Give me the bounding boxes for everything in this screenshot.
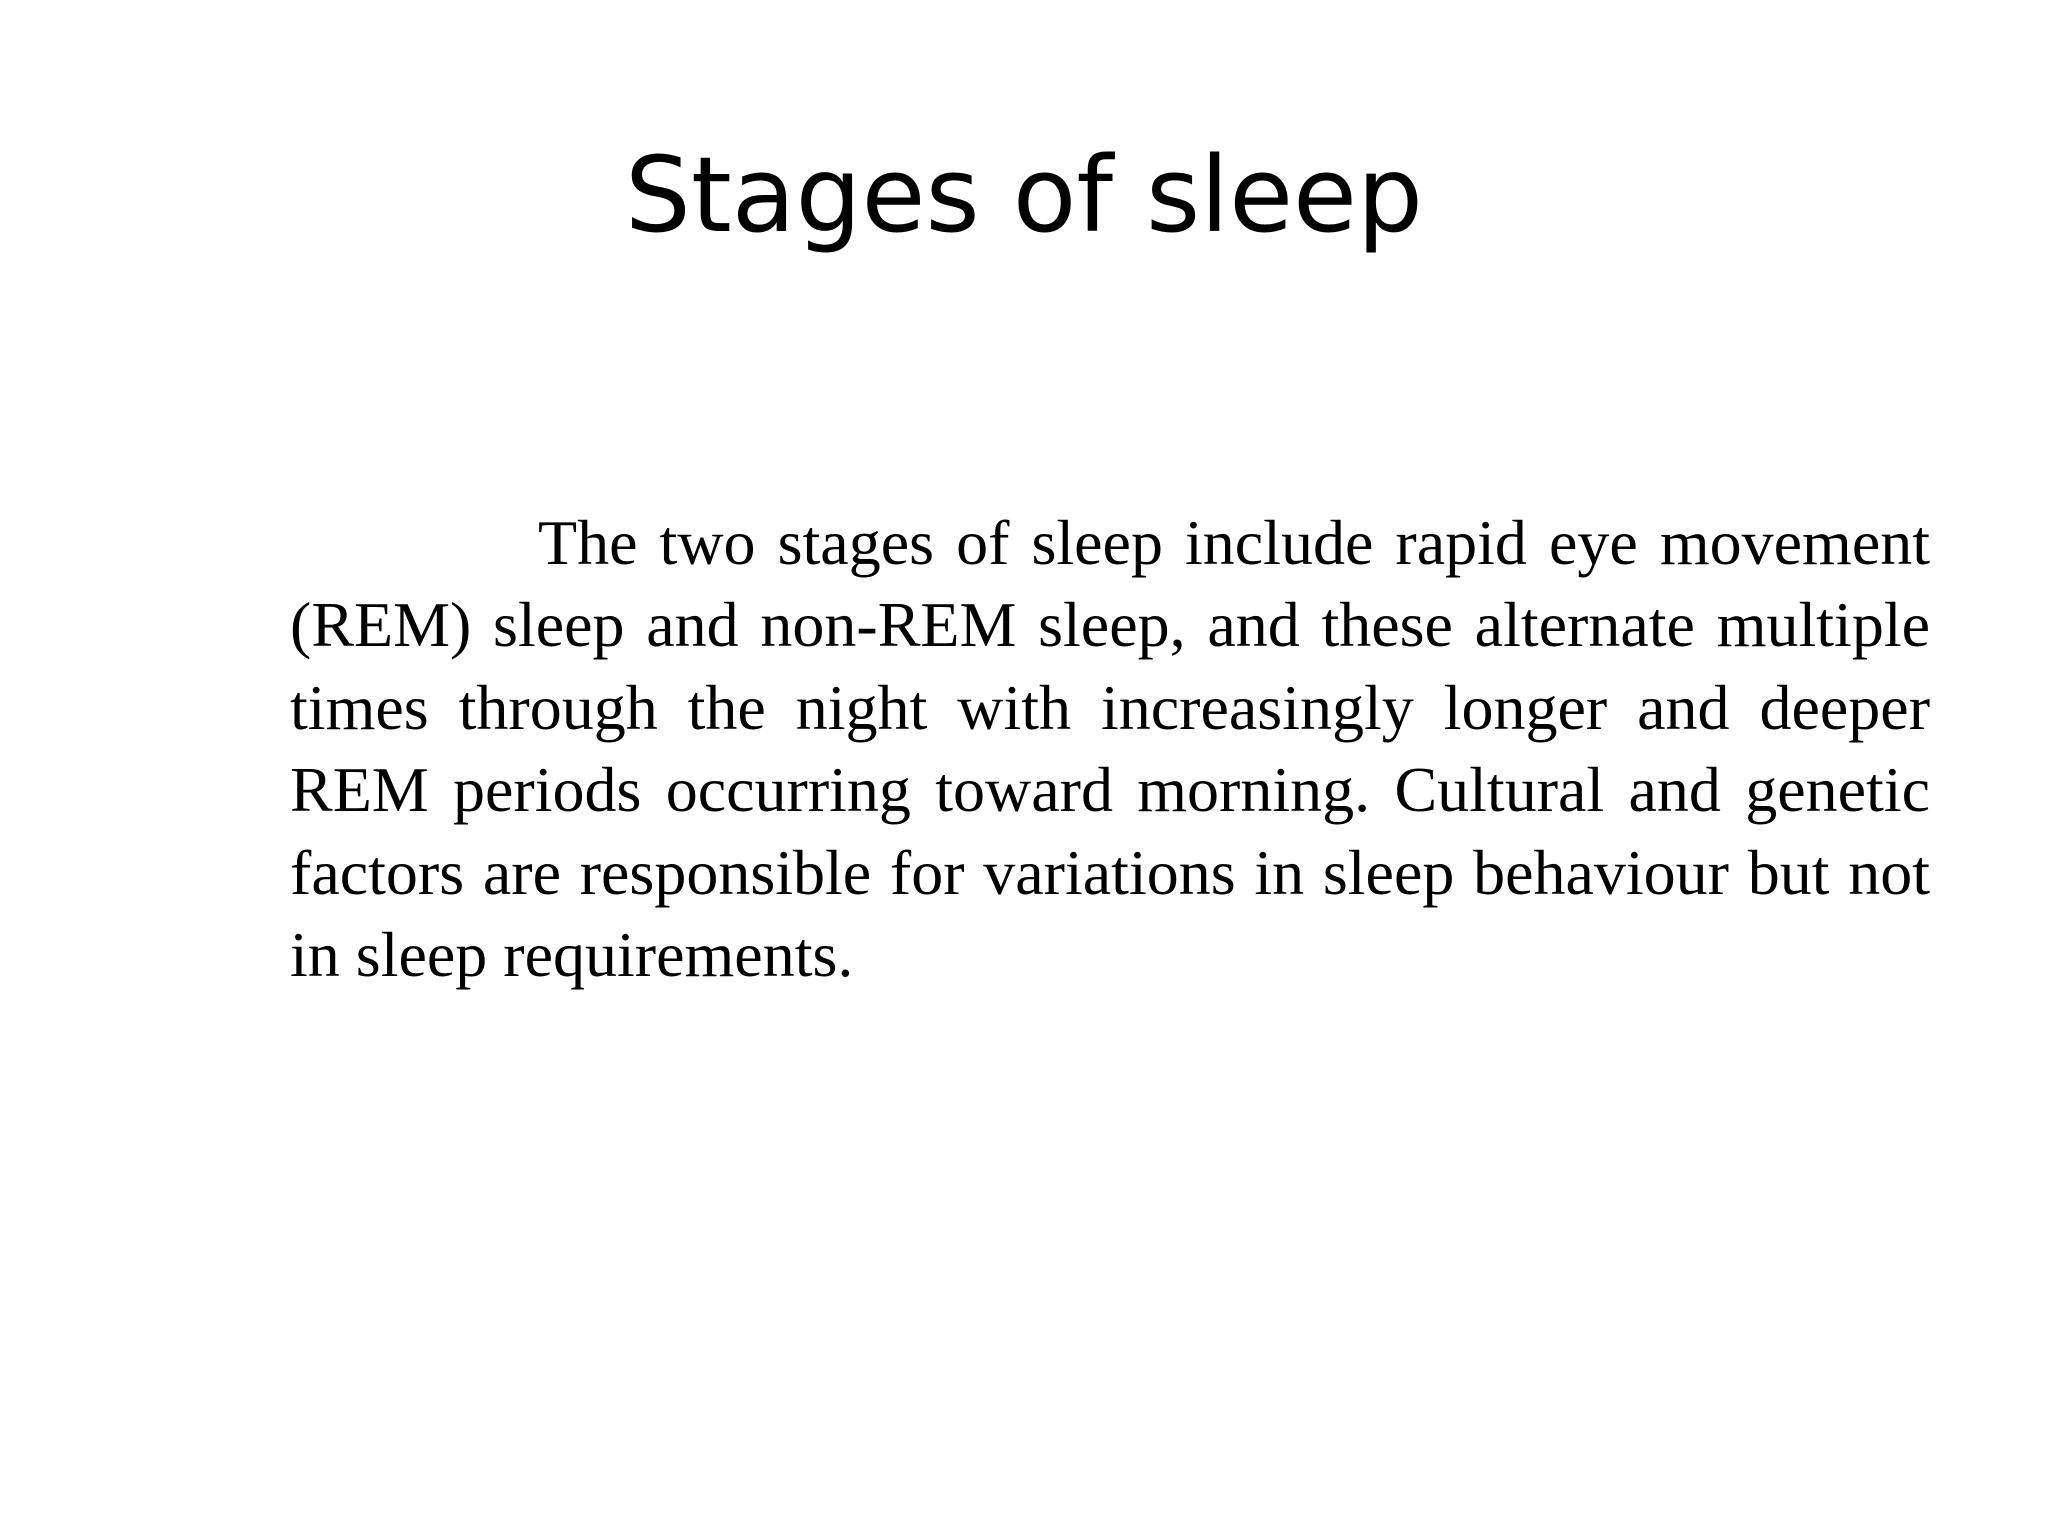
slide-body-paragraph: The two stages of sleep include rapid eye movement (REM) sleep and non-REM sleep, and these alternate multiple times through the night with increasingly longer and deeper REM periods occurring toward morning. Cultural and genetic factors are responsible for variations in sleep behaviour but not in sleep requirements.	[290, 507, 1930, 991]
slide-title: Stages of sleep	[624, 134, 1424, 256]
